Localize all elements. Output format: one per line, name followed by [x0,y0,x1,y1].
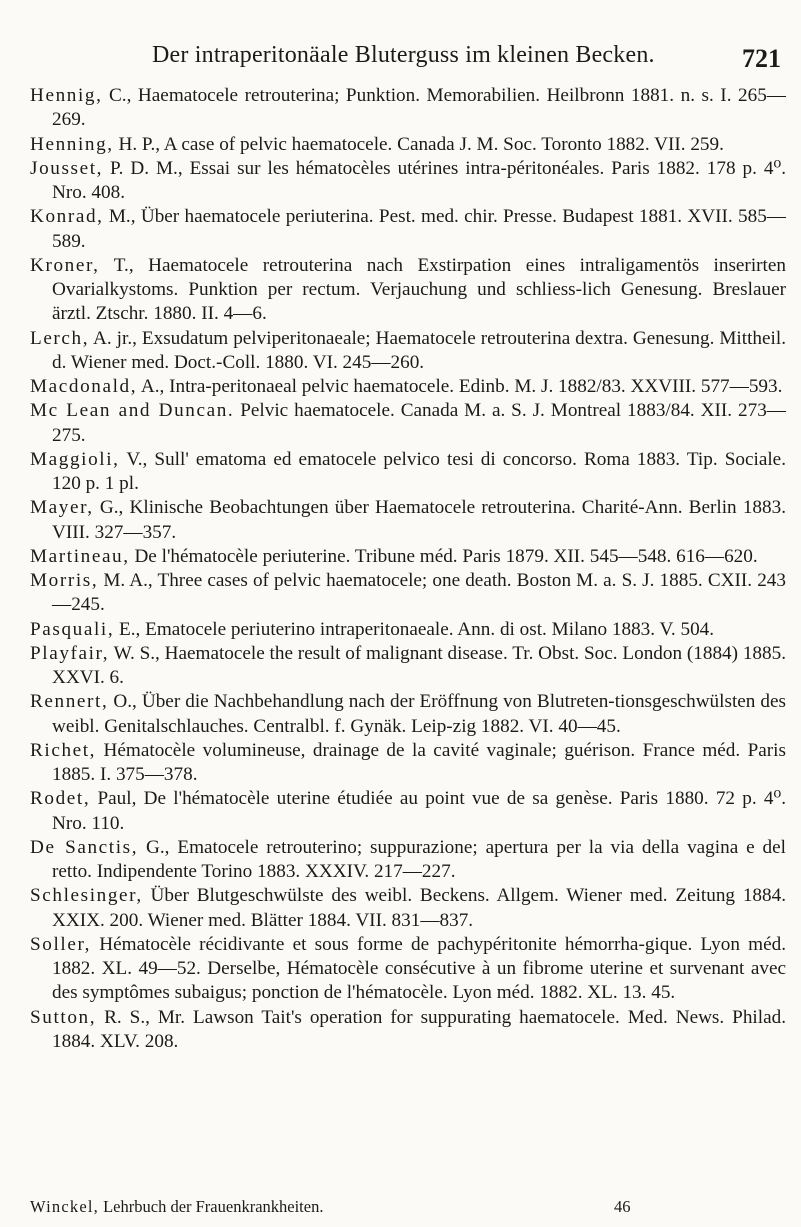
bibliography-entry [30,642,786,691]
entry-author: Rennert, [30,691,109,713]
bibliography-entry [30,739,786,788]
entry-text: A., Intra-peritonaeal pelvic haematocele. Edinb. M. J. 1882/83. XXVIII. 577—593. [137,376,783,397]
bibliography-entry [30,787,786,836]
page-number: 721 [742,44,781,73]
bibliography-list [30,84,786,1054]
entry-author: Pasquali, [30,618,115,640]
entry-text: G., Ematocele retrouterino; suppurazione; apertura per la via della vagina e del retto. Indipendente Torino 1883. XXXIV. 217—227. [52,836,786,882]
page-header [0,42,801,76]
bibliography-entry [30,327,786,376]
entry-author: Schlesinger, [30,885,143,907]
bibliography-entry [30,157,786,206]
entry-author: De Sanctis, [30,836,139,858]
entry-text: R. S., Mr. Lawson Tait's operation for suppurating haematocele. Med. News. Philad. 1884. XLV. 208. [52,1006,786,1052]
entry-text: A. jr., Exsudatum pelviperitonaeale; Haematocele retrouterina dextra. Genesung. Mittheil. d. Wiener med. Doct.-Coll. 1880. VI. 245—260. [52,327,786,373]
entry-text: M. A., Three cases of pelvic haematocele; one death. Boston M. a. S. J. 1885. CXII. 243—245. [52,570,786,616]
footer-book-title [30,1197,323,1217]
entry-author: Henning, [30,133,114,155]
bibliography-entry [30,133,786,157]
entry-author: Martineau, [30,545,130,567]
bibliography-entry [30,836,786,885]
bibliography-entry [30,569,786,618]
bibliography-entry [30,690,786,739]
bibliography-entry [30,933,786,1006]
footer-book: Lehrbuch der Frauenkrankheiten. [98,1197,324,1216]
entry-author: Sutton, [30,1006,97,1028]
entry-text: H. P., A case of pelvic haematocele. Canada J. M. Soc. Toronto 1882. VII. 259. [113,133,724,155]
entry-text: Hématocèle volumineuse, drainage de la cavité vaginale; guérison. France méd. Paris 1885. I. 375—378. [52,739,786,785]
entry-author: Hennig, [30,85,103,106]
entry-author: Maggioli, [30,448,120,470]
page-footer [30,1197,650,1219]
entry-text: P. D. M., Essai sur les hématocèles utérines intra-péritonéales. Paris 1882. 178 p. 4⁰. Nro. 408. [52,157,786,203]
entry-text: Paul, De l'hématocèle uterine étudiée au point vue de sa genèse. Paris 1880. 72 p. 4⁰. Nro. 110. [52,788,786,834]
running-title: Der intraperitonäale Bluterguss im kleinen Becken. [152,42,655,68]
entry-author: Konrad, [30,206,104,228]
bibliography-entry [30,399,786,448]
bibliography-entry [30,545,786,569]
bibliography-entry [30,254,786,327]
entry-text: Pelvic haematocele. Canada M. a. S. J. Montreal 1883/84. XII. 273—275. [52,400,786,446]
entry-text: W. S., Haematocele the result of malignant disease. Tr. Obst. Soc. London (1884) 1885. XXVI. 6. [52,642,786,688]
entry-text: Über Blutgeschwülste des weibl. Beckens. Allgem. Wiener med. Zeitung 1884. XXIX. 200. Wiener med. Blätter 1884. VII. 831—837. [52,885,786,931]
entry-author: Playfair, [30,642,110,664]
entry-text: T., Haematocele retrouterina nach Exstirpation eines intraligamentös inserirten Ovarialkystoms. Punktion per rectum. Verjauchung und schliess-lich Genesung. Breslauer ärztl. Ztschr. 1880. II. 4—6. [52,254,786,325]
entry-author: Richet, [30,739,97,761]
entry-text: V., Sull' ematoma ed ematocele pelvico tesi di concorso. Roma 1883. Tip. Sociale. 120 p. 1 pl. [52,448,786,494]
bibliography-entry [30,1006,786,1055]
entry-text: E., Ematocele periuterino intraperitonaeale. Ann. di ost. Milano 1883. V. 504. [114,618,715,640]
entry-text: M., Über haematocele periuterina. Pest. med. chir. Presse. Budapest 1881. XVII. 585—589. [52,206,786,252]
entry-text: De l'hématocèle periuterine. Tribune méd. Paris 1879. XII. 545—548. 616—620. [129,545,758,567]
bibliography-entry [30,884,786,933]
bibliography-entry [30,375,786,399]
entry-author: Mayer, [30,497,94,519]
entry-author: Kroner, [30,254,100,276]
entry-author: Morris, [30,570,99,591]
entry-text: O., Über die Nachbehandlung nach der Eröffnung von Blutreten-tionsgeschwülsten des weibl. Genitalschlauches. Centralbl. f. Gynäk. Leip-zig 1882. VI. 40—45. [52,691,786,737]
entry-text: G., Klinische Beobachtungen über Haematocele retrouterina. Charité-Ann. Berlin 1883. VIII. 327—357. [52,497,786,543]
entry-author: Jousset, [30,157,104,179]
entry-text: Hématocèle récidivante et sous forme de pachypéritonite hémorrha-gique. Lyon méd. 1882. XL. 49—52. Derselbe, Hématocèle consécutive à un fibrome uterine et survenant avec des symptômes subaigus; ponction de l'hématocèle. Lyon méd. 1882. XL. 13. 45. [52,933,786,1004]
entry-author: Soller, [30,933,92,955]
bibliography-entry [30,496,786,545]
entry-author: Lerch, [30,327,90,349]
entry-author: Rodet, [30,788,91,810]
entry-author: Macdonald, [30,376,138,397]
bibliography-entry [30,448,786,497]
entry-author: Mc Lean and Duncan. [30,400,235,422]
entry-text: C., Haematocele retrouterina; Punktion. Memorabilien. Heilbronn 1881. n. s. I. 265—269. [52,85,786,131]
bibliography-entry [30,84,786,133]
footer-author: Winckel, [30,1197,99,1216]
signature-mark: 46 [614,1197,631,1216]
bibliography-entry [30,618,786,642]
bibliography-entry [30,205,786,254]
